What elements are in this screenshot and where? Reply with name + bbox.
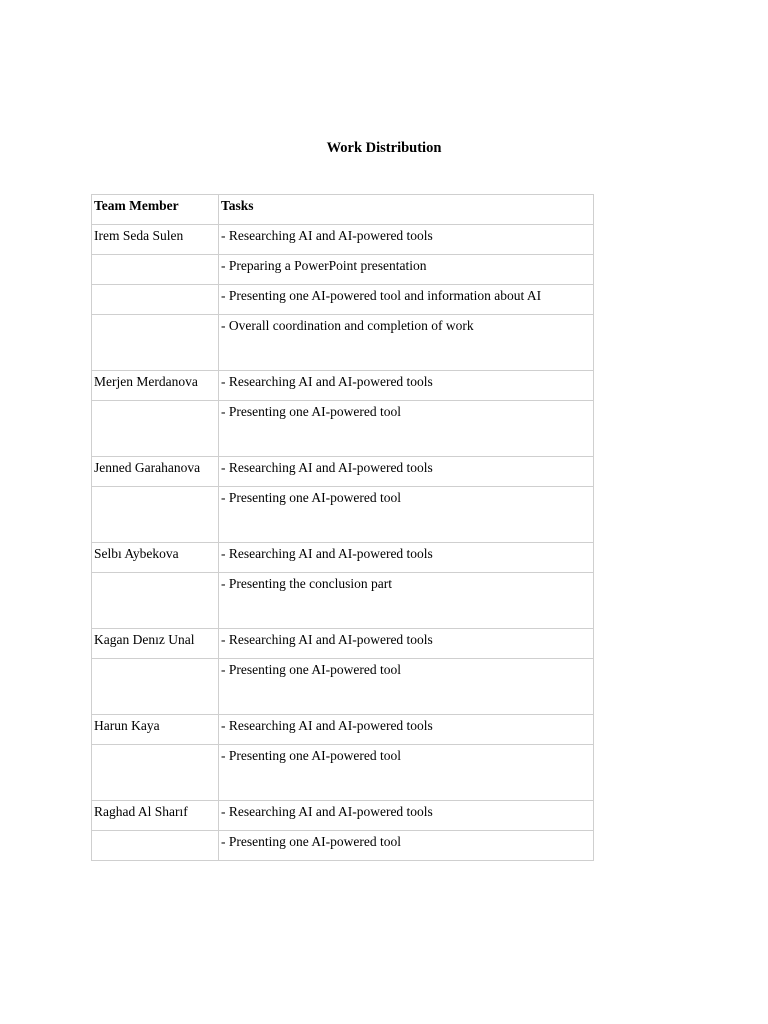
task-cell: - Presenting one AI-powered tool and information about AI [219,285,594,315]
task-cell: - Presenting the conclusion part [219,573,594,629]
task-cell: - Researching AI and AI-powered tools [219,543,594,573]
task-cell: - Researching AI and AI-powered tools [219,715,594,745]
member-cell [92,255,219,285]
member-cell [92,745,219,801]
table-row [92,629,594,659]
member-cell: Harun Kaya [92,715,219,745]
table-row [92,457,594,487]
table-row [92,831,594,861]
table-row [92,659,594,715]
task-cell: - Researching AI and AI-powered tools [219,457,594,487]
table-row [92,285,594,315]
page-title: Work Distribution [326,140,442,156]
table-row [92,371,594,401]
table-row [92,401,594,457]
task-cell: - Researching AI and AI-powered tools [219,371,594,401]
table-row [92,715,594,745]
member-cell [92,285,219,315]
member-cell: Jenned Garahanova [92,457,219,487]
member-cell [92,401,219,457]
task-cell: - Presenting one AI-powered tool [219,401,594,457]
member-cell: Irem Seda Sulen [92,225,219,255]
task-cell: - Researching AI and AI-powered tools [219,629,594,659]
member-cell [92,487,219,543]
task-cell: - Presenting one AI-powered tool [219,745,594,801]
member-cell: Raghad Al Sharıf [92,801,219,831]
task-cell: - Presenting one AI-powered tool [219,831,594,861]
member-cell [92,659,219,715]
task-cell: - Presenting one AI-powered tool [219,659,594,715]
task-cell: - Researching AI and AI-powered tools [219,225,594,255]
table-row [92,315,594,371]
task-cell: - Preparing a PowerPoint presentation [219,255,594,285]
table-row [92,255,594,285]
task-cell: - Overall coordination and completion of work [219,315,594,371]
table-row [92,487,594,543]
member-cell: Kagan Denız Unal [92,629,219,659]
member-cell [92,315,219,371]
task-cell: - Presenting one AI-powered tool [219,487,594,543]
member-cell: Merjen Merdanova [92,371,219,401]
table-header-row [92,195,594,225]
table-row [92,225,594,255]
column-header-tasks: Tasks [219,195,594,225]
table-row [92,801,594,831]
table-row [92,745,594,801]
member-cell [92,831,219,861]
member-cell: Selbı Aybekova [92,543,219,573]
table-row [92,543,594,573]
task-cell: - Researching AI and AI-powered tools [219,801,594,831]
column-header-team-member: Team Member [92,195,219,225]
table-row [92,573,594,629]
work-distribution-table [91,194,594,861]
member-cell [92,573,219,629]
